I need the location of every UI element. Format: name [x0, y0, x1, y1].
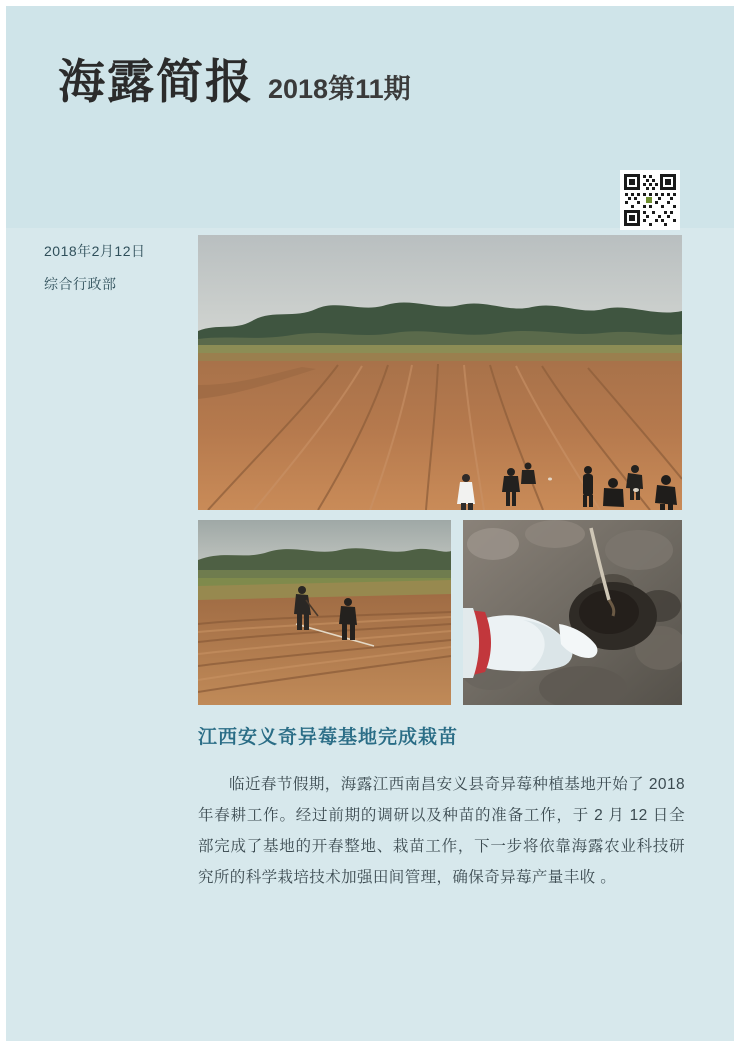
department-label: 综合行政部 [44, 275, 117, 292]
photo-hand-seedling [463, 520, 682, 705]
qr-code-icon[interactable] [620, 170, 680, 230]
article-title: 江西安义奇异莓基地完成栽苗 [198, 727, 459, 748]
photo-field-measuring [198, 520, 451, 705]
article [198, 726, 685, 893]
issue-label: 2018第11期 [268, 74, 411, 104]
publish-date: 2018年2月12日 [44, 243, 146, 259]
masthead [58, 55, 411, 108]
publication-title: 海露简报 [58, 55, 254, 108]
page-header [0, 0, 740, 228]
photo-field-planting-wide [198, 235, 682, 510]
article-body: 临近春节假期，海露江西南昌安义县奇异莓种植基地开始了 2018 年春耕工作。经过前期的调研以及种苗的准备工作，于 2 月 12 日全部完成了基地的开春整地、栽苗工作，下一步将依靠海露农业科技研究所的科学栽培技术加强田间管理，确保奇异莓产量丰收 。 [198, 775, 685, 886]
meta-column [44, 243, 194, 293]
